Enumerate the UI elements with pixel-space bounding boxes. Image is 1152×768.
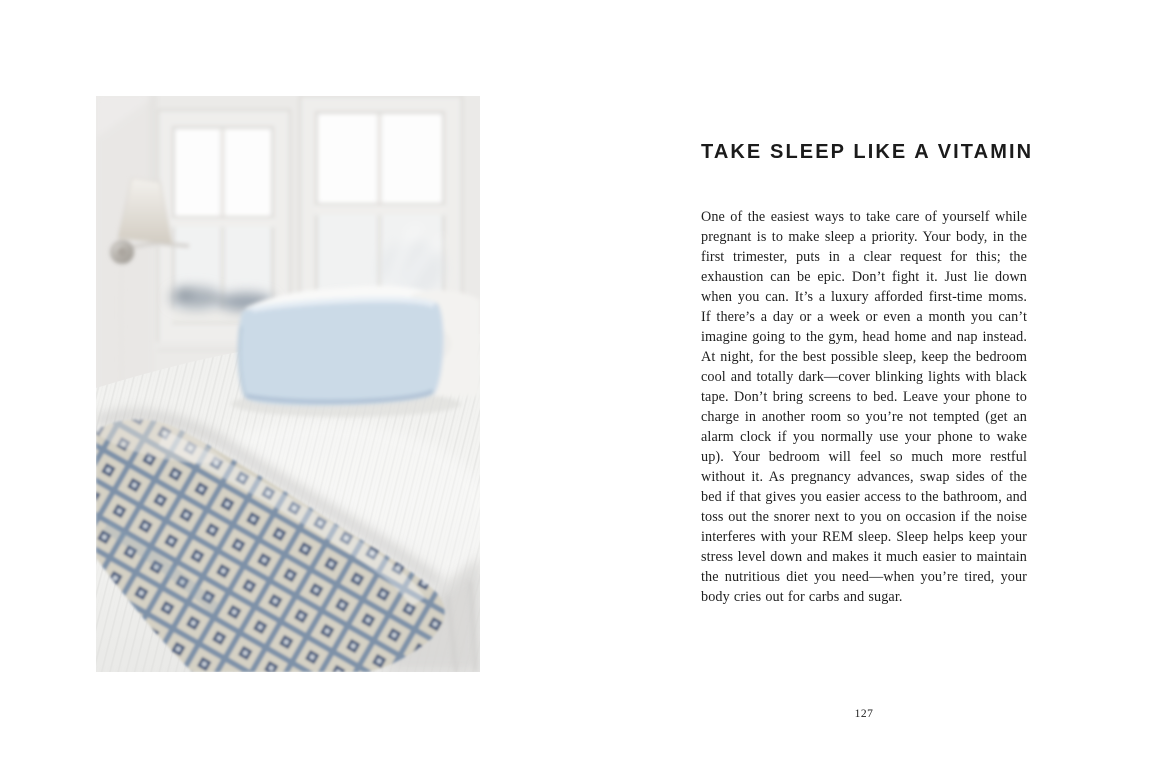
bedroom-photo bbox=[96, 96, 480, 672]
page-number: 127 bbox=[854, 708, 874, 720]
chapter-heading: TAKE SLEEP LIKE A VITAMIN bbox=[701, 141, 1034, 163]
body-paragraph: One of the easiest ways to take care of yourself while pregnant is to make sleep a priority. Your body, in the first trimester, puts in a clear request for this; the exhaustion can be epic. Don’t fight it. Just lie down when you can. It’s a luxury afforded first-time moms. If there’s a day or a week or even a month you can’t imagine going to the gym, head home and nap instead. At night, for the best possible sleep, keep the bedroom cool and totally dark—cover blinking lights with black tape. Don’t bring screens to bed. Leave your phone to charge in another room so you’re not tempted (get an alarm clock if you normally use your phone to wake up). Your bedroom will feel so much more restful without it. As pregnancy advances, swap sides of the bed if that gives you easier access to the bathroom, and toss out the snorer next to you on occasion if the noise interferes with your REM sleep. Sleep helps keep your stress level down and makes it much easier to maintain the nutritious diet you need—when you’re tired, your body cries out for carbs and sugar. bbox=[701, 209, 1027, 605]
bedroom-photo-svg bbox=[96, 96, 480, 672]
text-column bbox=[701, 141, 1034, 607]
photo-tint bbox=[96, 96, 480, 672]
